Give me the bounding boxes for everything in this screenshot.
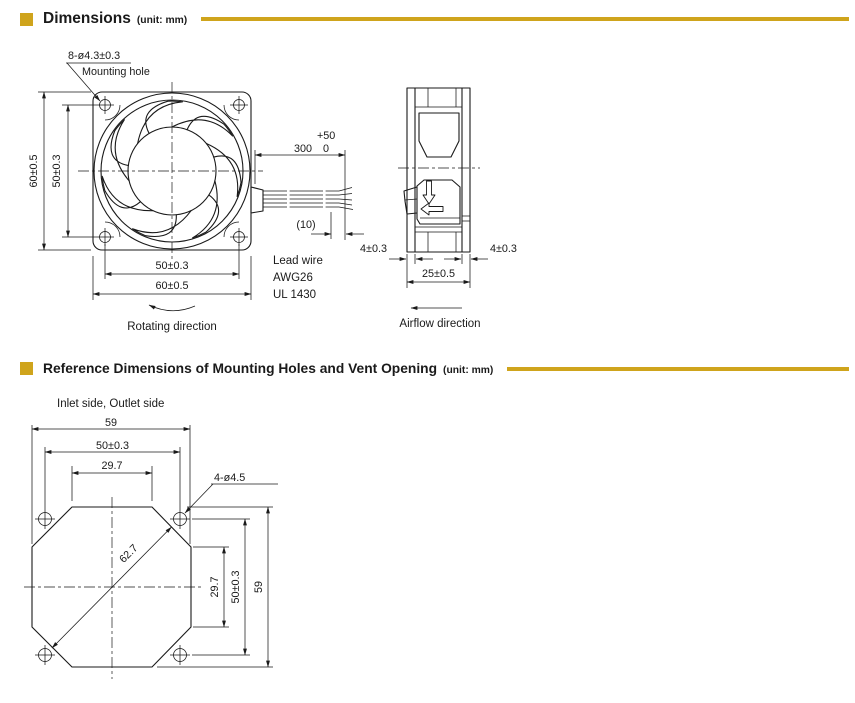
lead-tol-plus: +50 <box>317 130 336 142</box>
dim-top-outer: 59 <box>104 417 118 429</box>
vent-opening-view <box>24 398 278 679</box>
dim-right-holes: 50±0.3 <box>230 570 242 604</box>
dim-depth: 25±0.5 <box>422 268 455 280</box>
rotation-arrow-icon <box>149 305 195 311</box>
lead-tol-minus: 0 <box>323 143 330 155</box>
section1-title: Dimensions <box>43 10 131 27</box>
lead-wire-note-3: UL 1430 <box>273 289 317 301</box>
callout-hole-label: Mounting hole <box>82 66 150 78</box>
dim-top-edge: 29.7 <box>101 460 123 472</box>
dim-right-edge: 29.7 <box>209 576 221 598</box>
inlet-outlet-label: Inlet side, Outlet side <box>57 398 165 410</box>
fan-side-view <box>360 88 517 330</box>
lead-wire <box>251 130 364 301</box>
airflow-direction-label: Airflow direction <box>399 318 481 330</box>
dim-flange-right: 4±0.3 <box>490 243 517 255</box>
lead-length: 300 <box>294 143 313 155</box>
dim-bottom-outer: 60±0.5 <box>155 280 189 292</box>
airflow-mark-left-arrow-icon <box>421 203 443 215</box>
rotating-direction-label: Rotating direction <box>127 321 217 333</box>
dim-top-holes: 50±0.3 <box>96 440 129 452</box>
lead-wire-note-1: Lead wire <box>273 255 323 267</box>
section1-unit: (unit: mm) <box>136 15 188 26</box>
dim-left-outer: 60±0.5 <box>28 154 40 188</box>
dim-flange-left: 4±0.3 <box>360 243 387 255</box>
callout-hole-size: 8-ø4.3±0.3 <box>68 50 121 62</box>
rotation-mark-down-arrow-icon <box>423 181 435 204</box>
section2-title: Reference Dimensions of Mounting Holes and Vent Opening <box>43 361 438 376</box>
lead-wire-note-2: AWG26 <box>273 272 313 284</box>
vent-holes-label: 4-ø4.5 <box>214 472 246 484</box>
dim-bottom-holes: 50±0.3 <box>155 260 189 272</box>
lead-strip-length: (10) <box>296 219 316 231</box>
fan-front-view <box>28 50 263 333</box>
section2-unit: (unit: mm) <box>443 364 494 376</box>
dim-left-holes: 50±0.3 <box>51 154 63 188</box>
dim-right-outer: 59 <box>253 580 265 594</box>
dim-diagonal: 62.7 <box>117 542 141 566</box>
